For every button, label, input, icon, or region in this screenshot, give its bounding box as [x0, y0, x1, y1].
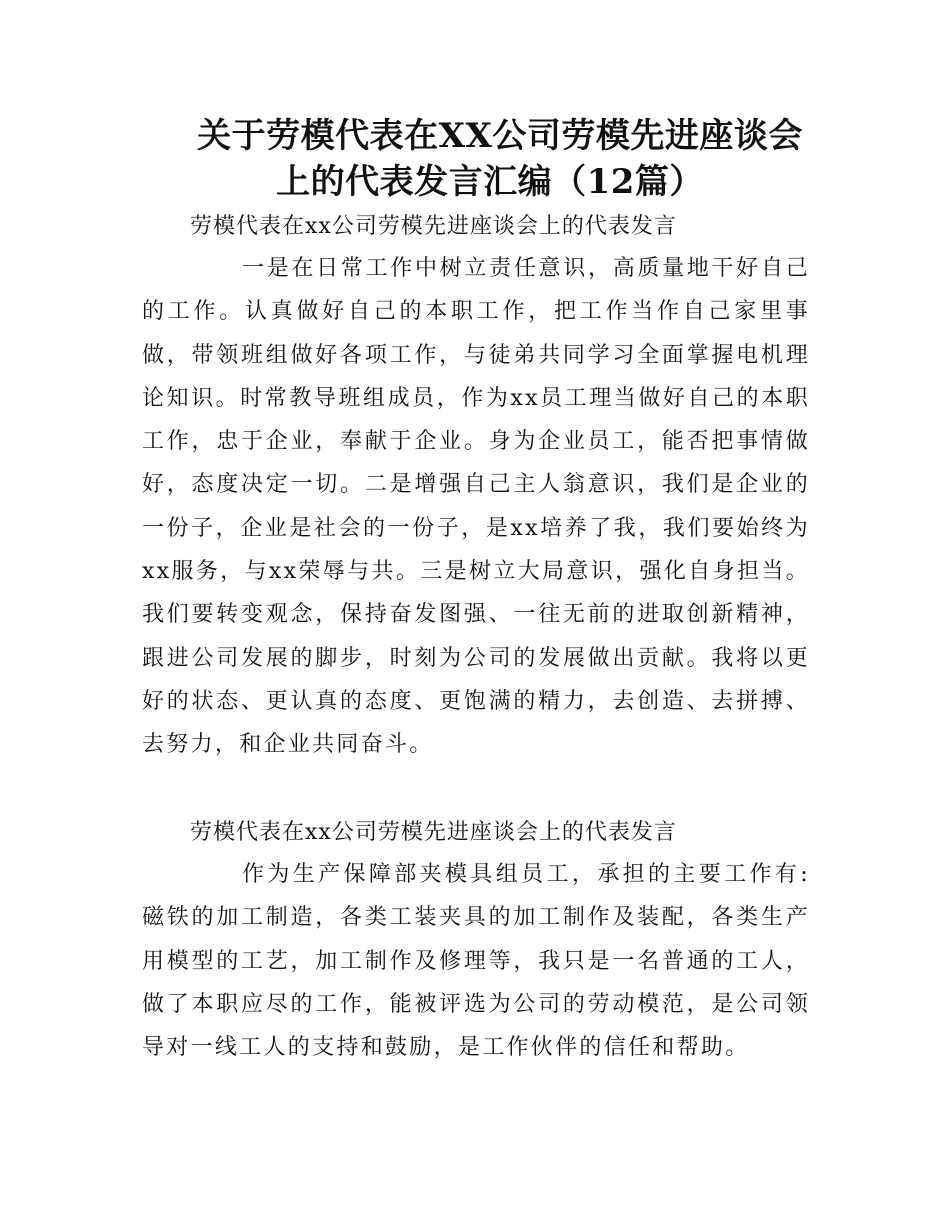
- section-1-paragraph: 一是在日常工作中树立责任意识，高质量地干好自己的工作。认真做好自己的本职工作，把工作当作自己家里事做，带领班组做好各项工作，与徒弟共同学习全面掌握电机理论知识。时常教导班组成员，作为xx员工理当做好自己的本职工作，忠于企业，奉献于企业。身为企业员工，能否把事情做好，态度决定一切。二是增强自己主人翁意识，我们是企业的一份子，企业是社会的一份子，是xx培养了我，我们要始终为xx服务，与xx荣辱与共。三是树立大局意识，强化自身担当。我们要转变观念，保持奋发图强、一往无前的进取创新精神，跟进公司发展的脚步，时刻为公司的发展做出贡献。我将以更好的状态、更认真的态度、更饱满的精力，去创造、去拼搏、去努力，和企业共同奋斗。: [142, 256, 810, 758]
- section-2-heading: 劳模代表在xx公司劳模先进座谈会上的代表发言: [190, 820, 677, 845]
- document-title-line-2: 上的代表发言汇编（12篇）: [276, 162, 704, 202]
- document-title-line-1: 关于劳模代表在XX公司劳模先进座谈会: [197, 116, 803, 156]
- section-1-heading: 劳模代表在xx公司劳模先进座谈会上的代表发言: [190, 214, 677, 239]
- section-2-paragraph: 作为生产保障部夹模具组员工，承担的主要工作有:磁铁的加工制造，各类工装夹具的加工制作及装配，各类生产用模型的工艺，加工制作及修理等，我只是一名普通的工人，做了本职应尽的工作，能被评选为公司的劳动模范，是公司领导对一线工人的支持和鼓励，是工作伙伴的信任和帮助。: [142, 862, 810, 1061]
